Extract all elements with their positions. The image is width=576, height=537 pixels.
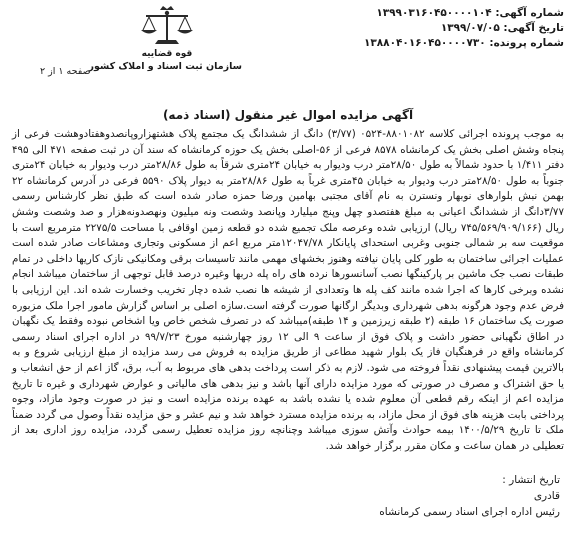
emblem-block bbox=[88, 4, 242, 72]
notice-date: تاریخ آگهی: ۱۳۹۹/۰۷/۰۵ bbox=[440, 22, 564, 34]
notice-number: شماره آگهی: ۱۳۹۹۰۳۱۶۰۴۵۰۰۰۰۱۰۴ bbox=[376, 7, 564, 19]
case-number: شماره پرونده: ۱۳۸۸۰۴۰۱۶۰۴۵۰۰۰۰۷۳۰ bbox=[363, 37, 564, 49]
judiciary-label: قوه قضاییه bbox=[141, 49, 193, 59]
organization-label: سازمان ثبت اسناد و املاک کشور bbox=[88, 61, 242, 72]
signature-block bbox=[379, 472, 560, 520]
scales-of-justice-icon bbox=[138, 4, 196, 48]
page-number: صفحه ۱ از ۲ bbox=[40, 66, 91, 77]
header-meta bbox=[314, 6, 564, 51]
notice-title: آگهی مزایده اموال غیر منقول (اسناد ذمه) bbox=[162, 108, 414, 122]
publish-date: تاریخ انتشار : bbox=[502, 474, 560, 486]
signer-name: قادری bbox=[533, 490, 560, 502]
notice-body: به موجب پرونده اجرائی کلاسه ۸۸۰۱۰۸۲-۰۵۲۴ (۳/۷۷) دانگ از ششدانگ یک مجتمع پلاک هشتهزاروپانصدوهفتادوهشت فرعی از پنجاه وشش اصلی بخش یک کرمانشاه ۸۵۷۸ فرعی از ۵۶-اصلی بخش یک حوزه کرمانشاه که سند آن در ثبت صفحه ۴۷۱ الی ۴۹۵ دفتر ۱/۴۱۱ با حدود شمالاً به طول ۲۸/۵۰متر درب ودیوار به خیابان ۲۴متری شرقاً به طول ۲۸/۸۶متر درب ودیوار به خیابان ۲۴متری جنوباً به طول ۲۸/۵۰متر درب ودیوار به خیابان ۴۵متری غرباً به طول ۲۸/۸۶متر به دیوار پلاک ۵۵۹۰ فرعی در آدرس کرمانشاه ۲۲ بهمن نبش بلوارهای نوبهار ونسترن به نام آقای مجتبی بهامین ورضا حمزه صادر شده است که طبق نظر کارشناس رسمی ۳/۷۷دانگ از ششدانگ اعیانی به مبلغ هفتصدو چهل وپنج میلیارد وپانصد وشصت ونه میلیون ونهصدونه‌هزار و صد وشصت وشش ریال (۷۴۵/۵۶۹/۹۰۹/۱۶۶ ریال) ارزیابی شده وعرصه ملک تجمیع شده دو قطعه زمین اوقافی با مساحت ۲۲۷۵/۵ مترمربع است با موقعیت سه بر شمالی جنوبی وغربی استحدای پایانکار ۱۲۰۴۷/۷۸متر مربع اعم از مسکونی وتجاری ومشاعات صادر شده است عملیات اجرائی ساختمان به طور کلی پایان نیافته وهنوز بخشهای مهمی مانند تاسیسات برقی ومکانیکی نازک کاریها داخلی در تمام طبقات نصب جک ماشین بر پارکینگها نصب آسانسورها نرده های راه پله دربها وغیره درصد قابل توجهی از ساختمان میباشد انجام نشده وبرخی کارها که اجرا شده مانند کف پله ها وتعدادی از شیشه ها نصب شده دچار تخریب وخسارت شده اند. این ارزیابی با فرض عدم وجود هرگونه بدهی شهرداری وبدیگر ارگانها صورت گرفته است.سازه اصلی بر اساس گزارش مامور اجرا ملک مزبوره صورت یک ساختمان ۱۶ طبقه (۲ طبقه زیرزمین و ۱۴ طبقه)میباشد که در تصرف شخص خاص ویا اشخاص نبوده وفقط یک نگهبان در اطاق نگهبانی حضور داشت و پلاک فوق از ساعت ۹ الی ۱۲ روز چهارشنبه مورخ ۹۹/۷/۲۳ در اداره اجرای اسناد رسمی کرمانشاه واقع در فرهنگیان فاز یک بلوار شهید مطاعی از طریق مزایده به فروش می رسد مزایده از مبلغ ارزیابی شروع و به بالاترین قیمت پیشنهادی نقداً فروخته می شود. لازم به ذکر است پرداخت بدهی های مربوط به آب، برق، گاز اعم از حق انشعاب و یا حق اشتراک و مصرف در صورتی که مورد مزایده دارای آنها باشد و نیز بدهی های مالیاتی و عوارض شهرداری و غیره تا تاریخ مزایده اعم از اینکه رقم قطعی آن معلوم شده یا نشده باشد به عهده برنده مزایده است و نیز در صورت وجود مازاد، وجوه پرداختی بابت هزینه های فوق از محل مازاد، به برنده مزایده مسترد خواهد شد و نیم عشر و حق مزایده نقداً وصول می گردد ضمناً ملک تا تاریخ ۱۴۰۰/۵/۲۹ بیمه حوادث وآتش سوزی میباشد وچنانچه روز مزایده تعطیل رسمی گردد، مزایده روز اداری بعد از تعطیلی در همان ساعت و مکان مقرر برگزار خواهد شد. bbox=[12, 128, 564, 452]
signer-role: رئیس اداره اجرای اسناد رسمی کرمانشاه bbox=[379, 506, 560, 518]
